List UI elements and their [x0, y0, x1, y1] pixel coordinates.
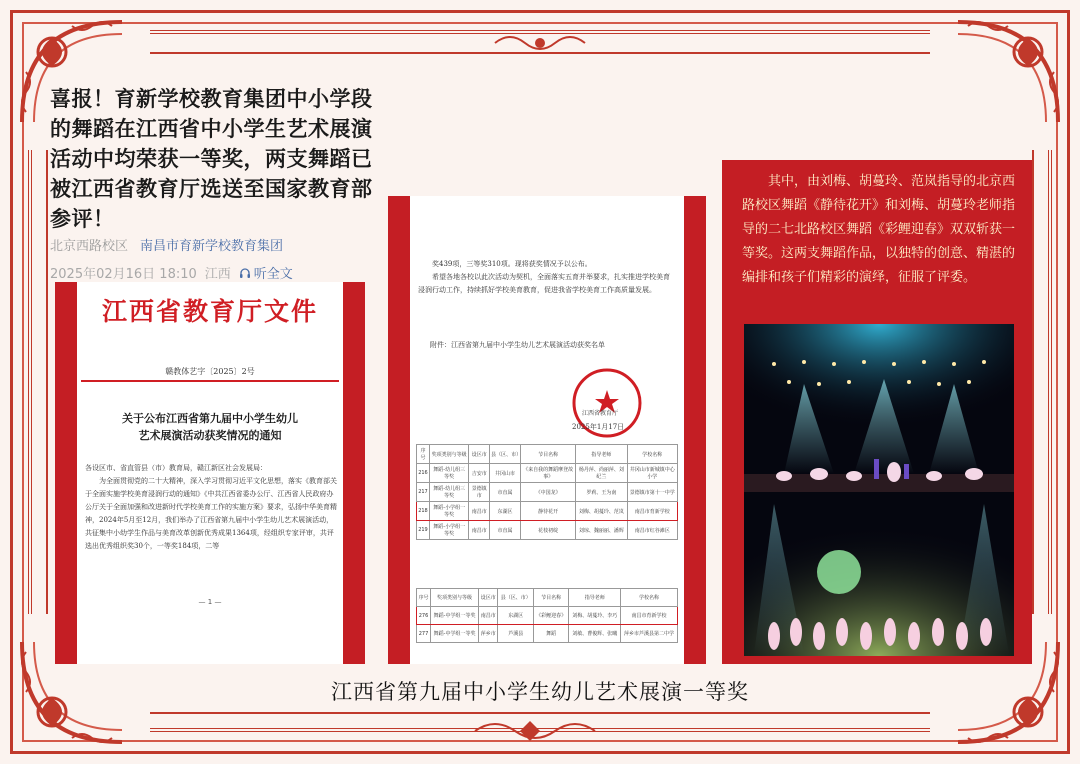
- table-row: [417, 607, 678, 625]
- seal-org-text: 江西省教育厅: [582, 410, 619, 417]
- byline-org-link[interactable]: 南昌市育新学校教育集团: [140, 239, 284, 254]
- table-cell: 219: [417, 521, 430, 540]
- table-cell: 《来自我的舞蹈摩登故事》: [520, 464, 575, 483]
- table-cell: 舞蹈-中学组一等奖: [430, 625, 478, 643]
- table-cell: 217: [417, 483, 430, 502]
- table-cell: 舞蹈-幼儿组三等奖: [429, 464, 469, 483]
- frame-band-left: [28, 150, 48, 614]
- table-cell: 276: [417, 607, 431, 625]
- article-meta: [50, 263, 293, 282]
- doc-title-line1: 关于公布江西省第九届中小学生幼儿: [122, 412, 298, 425]
- dance-performance-photo: [744, 324, 1014, 656]
- bottom-ornament-icon: [470, 716, 610, 746]
- table-cell: 《中国龙》: [520, 483, 575, 502]
- doc-title-line2: 艺术展演活动获奖情况的通知: [138, 429, 282, 442]
- doc-page-number: — 1 —: [198, 598, 222, 606]
- table-cell: 井冈山市新城镇中心小学: [627, 464, 677, 483]
- panel1-red-bar-left: [55, 282, 77, 664]
- table-cell: 舞蹈-小学组一等奖: [429, 502, 469, 521]
- award-list-text: [418, 258, 676, 297]
- table-cell: 刘敏、曹俊辉、张曦: [569, 625, 621, 643]
- table-header-cell: 节目名称: [520, 445, 575, 464]
- table-cell: 《彩鲤迎春》: [533, 607, 568, 625]
- table-header-cell: 学校名称: [620, 589, 677, 607]
- table-header-cell: 奖项类别与等级: [430, 589, 478, 607]
- table-cell: 舞蹈-小学组一等奖: [429, 521, 469, 540]
- article-headline: 喜报！育新学校教育集团中小学段的舞蹈在江西省中小学生艺术展演活动中均荣获一等奖，两支舞蹈已被江西省教育厅选送至国家教育部参评！: [50, 87, 373, 231]
- doc-body-salutation: 各设区市、省直管县（市）教育局，赣江新区社会发展局：: [85, 464, 267, 472]
- table-row: [417, 625, 678, 643]
- panel1-red-bar-right: [343, 282, 365, 664]
- table-cell: 萍乡市芦溪县第二中学: [620, 625, 677, 643]
- corner-ornament-icon: [948, 12, 1068, 132]
- table-cell: 景德镇市第十一中学: [627, 483, 677, 502]
- table-cell: 芦溪县: [498, 625, 533, 643]
- award-list-document: [410, 196, 684, 664]
- notice-document: [77, 282, 343, 664]
- table-cell: 刘梅、胡蔓玲、李巧: [569, 607, 621, 625]
- table-cell: 东湖区: [498, 607, 533, 625]
- table-row: [417, 521, 678, 540]
- table-header-cell: 序号: [417, 589, 431, 607]
- table-cell: 吉安市: [469, 464, 490, 483]
- table-cell: 市直属: [490, 483, 521, 502]
- table-cell: 市直属: [490, 521, 521, 540]
- table-cell: 218: [417, 502, 430, 521]
- listen-label: 听全文: [253, 267, 293, 282]
- table-header-cell: 指导老师: [569, 589, 621, 607]
- story-text: [742, 170, 1022, 290]
- doc-number: 赣教体艺字〔2025〕2号: [165, 367, 255, 376]
- table-cell: 舞蹈-幼儿组三等奖: [429, 483, 469, 502]
- attachment-line: 附件：江西省第九届中小学生幼儿艺术展演活动获奖名单: [430, 341, 605, 349]
- table-cell: 南昌市育新学校: [620, 607, 677, 625]
- table-row: [417, 483, 678, 502]
- table-cell: 静待花开: [520, 502, 575, 521]
- doc-title: [77, 410, 343, 444]
- award-table-1: [416, 444, 678, 540]
- doc-red-rule: [81, 380, 339, 382]
- table-cell: 罗莉、王为南: [576, 483, 627, 502]
- story-paragraph: 其中，由刘梅、胡蔓玲、范岚指导的北京西路校区舞蹈《静待花开》和刘梅、胡蔓玲老师指导的二七北路校区舞蹈《彩鲤迎春》双双斩获一等奖。这两支舞蹈作品，以独特的创意、精湛的编排和孩子们精彩的演绎，征服了评委。: [742, 174, 1016, 285]
- doc-header: 江西省教育厅文件: [101, 297, 318, 326]
- publish-region: 江西: [204, 267, 231, 282]
- table-cell: 杨丹萍、尚丽萍、刘纪兰: [576, 464, 627, 483]
- table-header-cell: 指导老师: [576, 445, 627, 464]
- doc-body: [85, 462, 337, 553]
- headphones-icon: [239, 267, 251, 279]
- award-list-paragraph: 奖439项，三等奖310项。现将获奖情况予以公布。: [432, 260, 592, 268]
- table-cell: 刘琼、魏丽丽、潘辉: [576, 521, 627, 540]
- table-header-cell: 设区市: [469, 445, 490, 464]
- table-cell: 舞蹈: [533, 625, 568, 643]
- table-cell: 南昌市: [469, 521, 490, 540]
- table-cell: 萍乡市: [479, 625, 498, 643]
- panel2-red-bar-left: [388, 196, 410, 664]
- doc-body-paragraph: 为全面贯彻党的二十大精神，深入学习贯彻习近平文化思想，落实《教育部关于全面实施学校美育浸润行动的通知》《中共江西省委办公厅、江西省人民政府办公厅关于全面加强和改进新时代学校美育工作的实施方案》要求，弘扬中华美育精神，2024年5月至12月，我们举办了江西省第九届中小学生幼儿艺术展演活动，共征集中小幼学生作品与美育改革创新优秀成果1364项，经组织专家评审，共评选出优秀组织奖30个，一等奖184项，二等: [85, 477, 337, 550]
- panel2-red-bar-right: [684, 196, 706, 664]
- table-cell: 南昌市: [479, 607, 498, 625]
- story-panel: [722, 160, 1032, 664]
- table-row: [417, 464, 678, 483]
- table-cell: 花枝初绽: [520, 521, 575, 540]
- table-cell: 东湖区: [490, 502, 521, 521]
- table-cell: 南昌市: [469, 502, 490, 521]
- sign-date: 2025年1月17日: [572, 423, 625, 431]
- table-cell: 井冈山市: [490, 464, 521, 483]
- table-cell: 277: [417, 625, 431, 643]
- image-caption: 江西省第九届中小学生幼儿艺术展演一等奖: [331, 680, 749, 704]
- byline-campus[interactable]: 北京西路校区: [50, 239, 129, 254]
- frame-band-right: [1032, 150, 1052, 614]
- byline: [50, 235, 283, 254]
- table-cell: 景德镇市: [469, 483, 490, 502]
- table-header-cell: 奖项类别与等级: [429, 445, 469, 464]
- table-header-cell: 县（区、市）: [490, 445, 521, 464]
- table-header-cell: 设区市: [479, 589, 498, 607]
- award-table-2: [416, 588, 678, 643]
- table-row: [417, 502, 678, 521]
- publish-date: 2025年02月16日 18:10: [50, 267, 197, 282]
- table-header-cell: 序号: [417, 445, 430, 464]
- table-cell: 南昌市红谷滩区: [627, 521, 677, 540]
- table-header-row: [417, 589, 678, 607]
- table-cell: 南昌市育新学校: [627, 502, 677, 521]
- table-header-cell: 县（区、市）: [498, 589, 533, 607]
- listen-button[interactable]: [239, 263, 293, 282]
- table-header-cell: 学校名称: [627, 445, 677, 464]
- table-header-cell: 节目名称: [533, 589, 568, 607]
- award-list-paragraph: 希望各地各校以此次活动为契机，全面落实五育并举要求，扎实推进学校美育浸润行动工作，持续抓好学校美育教育，促进我省学校美育工作高质量发展。: [418, 273, 670, 294]
- top-ornament-icon: [490, 30, 590, 56]
- table-cell: 216: [417, 464, 430, 483]
- table-header-row: [417, 445, 678, 464]
- table-cell: 舞蹈-中学组一等奖: [430, 607, 478, 625]
- table-cell: 刘梅、胡蔓玲、范岚: [576, 502, 627, 521]
